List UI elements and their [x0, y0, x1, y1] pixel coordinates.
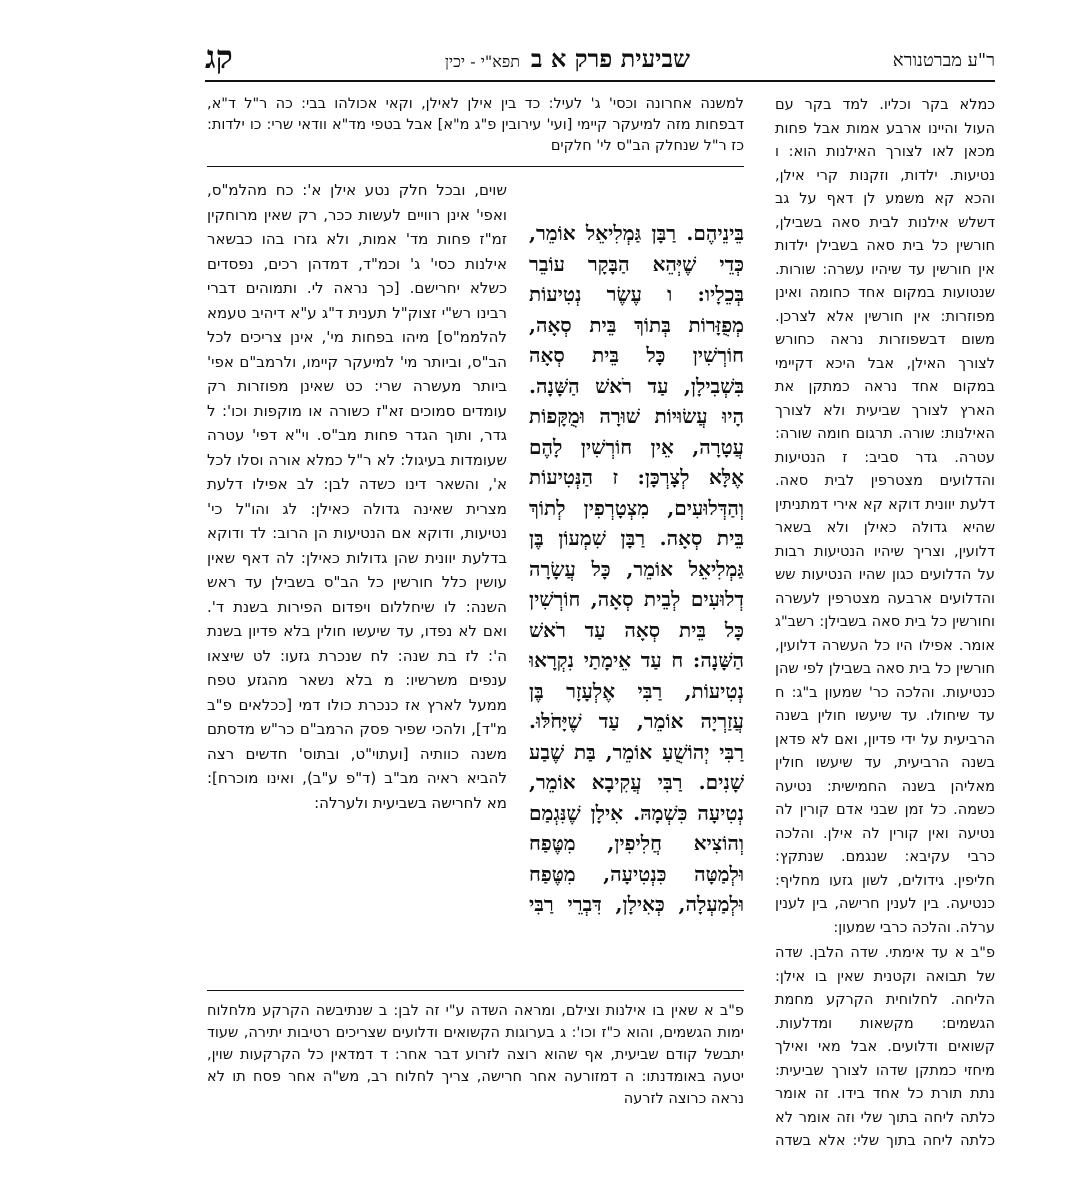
bottom-commentary-text: פ"ב א שאין בו אילנות וצילם, ומראה השדה ע"י זה לבן: ב שנתיבשה הקרקע מלחלוח ימות הגשמים, והוא כ"ז וכו': ג בערוגות הקשואים ודלועים שצריכים רטיבות יתירה, שעוד יתבשל קודם שביעית, אף שהוא רוצה לזרוע דבר אחר: ד דמדאין כל הקרקעות שוין, יטעה באומדנתו: ה דמזורעה אחר חרישה, צריך לחלוח רב, מש"ה אחר פסח תו לא נראה כרוצה לזרעה [207, 1003, 744, 1107]
top-commentary-block [207, 94, 744, 160]
bartenura-column [775, 94, 995, 1154]
bottom-commentary-block [207, 1000, 744, 1150]
mishnah-text: בֵּינֵיהֶם. רַבָּן גַּמְלִיאֵל אוֹמֵר, כְּדֵי שֶׁיְּהֵא הַבָּקָר עוֹבֵר בְּכֵלָיו: ו עֶשֶׂר נְטִיעוֹת מְפֻזָּרוֹת בְּתוֹךְ בֵּית סְאָה, חוֹרְשִׁין כָּל בֵּית סְאָה בִּשְׁבִילָן, עַד רֹאשׁ הַשָּׁנָה. הָיוּ עֲשׂוּיוֹת שׁוּרָה וּמֻקָּפוֹת עֲטָרָה, אֵין חוֹרְשִׁין לָהֶם אֶלָּא לְצָרְכָּן: ז הַנְּטִיעוֹת וְהַדְּלוּעִים, מִצְטָרְפִין לְתוֹךְ בֵּית סְאָה. רַבָּן שִׁמְעוֹן בֶּן גַּמְלִיאֵל אוֹמֵר, כָּל עֲשָׂרָה דְלוּעִים לְבֵית סְאָה, חוֹרְשִׁין כָּל בֵּית סְאָה עַד רֹאשׁ הַשָּׁנָה: ח עַד אֵימָתַי נִקְרָאוּ נְטִיעוֹת, רַבִּי אֶלְעָזָר בֶּן עֲזַרְיָה אוֹמֵר, עַד שֶׁיָּחֹלּוּ. רַבִּי יְהוֹשֻׁעַ אוֹמֵר, בַּת שֶׁבַע שָׁנִים. רַבִּי עֲקִיבָא אוֹמֵר, נְטִיעָה כִּשְׁמָהּ. אִילָן שֶׁנִּגְמַם וְהוֹצִיא חֲלִיפִין, מִטֶּפַח וּלְמַטָּה כִּנְטִיעָה, מִטֶּפַח וּלְמַעְלָה, כְּאִילָן, דִּבְרֵי רַבִּי [529, 221, 744, 916]
bartenura-paragraph: פ"ב א עד אימתי. שדה הלבן. שדה של תבואה וקטנית שאין בו אילן: הליחה. לחלוחית הקרקע מחמת הגשמים: מקשאות ומדלעות. קשואים ודלועים. אבל מאי ואילך מיחזי כמתקן שדהו לצורך שביעית: נתת תורת כל אחד בידו. זה אומר כלתה ליחה בתוך שלי וזה אומר לא כלתה ליחה בתוך שלי: אלא בשדה [775, 945, 995, 1149]
page-number: קג [205, 38, 233, 76]
bottom-divider [207, 990, 744, 991]
commentator-heading: ר"ע מברטנורא [892, 50, 995, 71]
mishnah-column [529, 218, 744, 923]
top-commentary-text: למשנה אחרונה וכסי' ג' לעיל: כד בין אילן לאילן, וקאי אכולהו בבי: כה ר"ל ד"א, דבפחות מזה למיעקר קיימי [ועי' עירובין פ"ג מ"א] אבל בטפי מד"א וודאי שרי: כו ילדות: כז ר"ל שנחלק הב"ס לי' חלקים [207, 96, 744, 154]
bartenura-paragraph: כמלא בקר וכליו. למד בקר עם העול והיינו ארבע אמות אבל פחות מכאן לאו לצורך האילנות הוא: ו נטיעות. ילדות, וזקנות קרי אילן, והכא קא משמע לן דאף על גב דשלש אילנות לבית סאה בשבילן, חורשין כל בית סאה בשבילן ילדות אין חורשין עד שיהיו עשרה: שורות. שנטועות במקום אחד כחומה ואינן מפוזרות: אין חורשין אלא לצרכן. משום דבשפוזרות נראה כחורש לצורך האילן, אבל היכא דקיימי במקום אחד נראה כמתקן את הארץ לצורך שביעית ולא לצורך האילנות: שורה. תרגום חומה שורה: עטרה. גדר סביב: ז הנטיעות והדלועים מצטרפין לבית סאה. דלעת יוונית דוקא קא אירי דמתניתין שהיא גדולה כאילן ולא בשאר דלועין, וצריך שיהיו הנטיעות רבות על הדלועים כגון שהיו הנטיעות שש והדלועים ארבעה מצטרפין לעשרה וחורשין כל בית סאה בשבילן: רשב"ג אומר. אפילו היו כל העשרה דלועין, חורשין כל בית סאה בשבילן לפי שהן כנטיעות. והלכה כר' שמעון ב"ג: ח עד שיחולו. עד שיעשו חולין בשנה הרביעית על ידי פדיון, ואם לא פדאן בשנה הרביעית, עד שיעשו חולין מאליהן בשנה החמישית: נטיעה כשמה. כל זמן שבני אדם קורין לה נטיעה ואין קורין לה אילן. והלכה כרבי עקיבא: שנגמם. שנתקץ: חליפין. גידולים, לשון גזעו מחליף: כנטיעה. בין לענין חרישה, בין לענין ערלה. והלכה כרבי שמעון: [775, 97, 995, 936]
tiferet-column [207, 178, 507, 1058]
tiferet-paragraph: שוים, ובכל חלק נטע אילן א': כח מהלמ"ס, ואפי' אינן רוויים לעשות ככר, רק שאין מרוחקין זמ"ז פחות מד' אמות, ולא גזרו בהו כבשאר אילנות כסי' ג' וכמ"ד, דמדהן רכים, נפסדים כשלא יחרישם. [כך נראה לי. ותמוהים דברי רבינו רש"י זצוק"ל תענית ד"ג ע"א דיהיב טעמא להלממ"ס] מיהו בפחות מי', אינן צריכים לכל הב"ס, וביותר מי' למיעקר קיימו, ולרמב"ם אפי' ביותר מעשרה שרי: כט שאינן מפוזרות רק עומדים סמוכים זא"ז כשורה או מוקפות וכו': ל גדר, ותוך הגדר פחות מב"ס. וי"א דפי' עטרה שעומדות בעיגול: לא ר"ל כמלא אורה וסלו לכל א', והשאר דינו כשדה לבן: לב אפילו דלעת מצרית שאינה גדולה כאילן: לג והו"ל כי' נטיעות, ודוקא אם הנטיעות הן הרוב: לד ודוקא בדלעת יוונית שהן גדולות כאילן: לה דאף שאין עושין כלל חורשין כל הב"ס בשבילן עד ראש השנה: לו שיחללום ויפדום הפירות בשנת ד'. ואם לא נפדו, עד שיעשו חולין בלא פדיון בשנת ה': לז בת שנה: לח שנכרת גזעו: לט שיצאו ענפים משרשיו: מ בלא נשאר מהגזע טפח ממעל לארץ אז כנכרת כולו דמי [ככלאים פ"ב מ"ד], ולהכי שפיר פסק הרמב"ם כר"ש מדסתם משנה כוותיה [ועתוי"ט, ובתוס' חדשים רצה להביא ראיה מב"ב (ד"פ ע"ב), ואינו מוכרח]: מא לחרישה בשביעית ולערלה: [207, 181, 507, 812]
tractate-title: שביעית פרק א ב [530, 44, 690, 73]
page-header [205, 40, 995, 82]
top-divider [207, 166, 744, 167]
commentary-heading: תפא"י - יכין [444, 52, 520, 71]
